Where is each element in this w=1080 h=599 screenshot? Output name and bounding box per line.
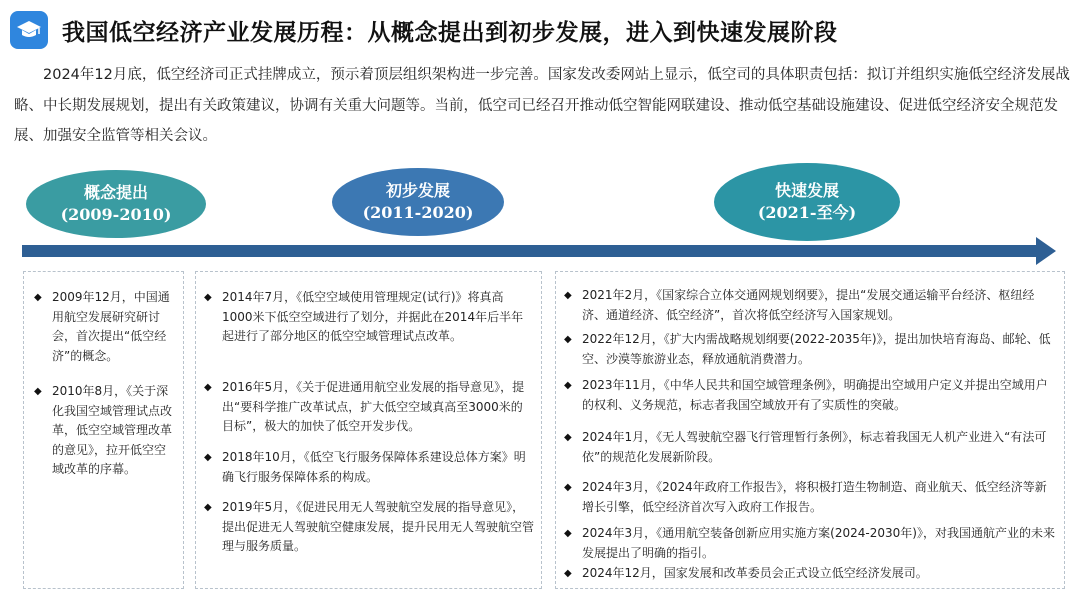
list-item <box>564 428 1058 467</box>
list-item <box>564 286 1058 325</box>
bullet-icon: ◆ <box>564 334 572 345</box>
bullet-icon: ◆ <box>204 292 212 303</box>
list-item-text: 2010年8月，《关于深化我国空域管理试点改革，低空空域管理改革的意见》，拉开低空空域改革的序幕。 <box>52 384 173 476</box>
bullet-icon: ◆ <box>34 386 42 397</box>
bullet-icon: ◆ <box>564 380 572 391</box>
bullet-icon: ◆ <box>564 568 572 579</box>
phase-years: (2011-2020) <box>362 203 474 222</box>
list-item-text: 2019年5月，《促进民用无人驾驶航空发展的指导意见》，提出促进无人驾驶航空健康发展，提升民用无人驾驶航空管理与服务质量。 <box>222 500 535 553</box>
phase-initial-ellipse <box>332 168 504 236</box>
intro-paragraph: 2024年12月底，低空经济司正式挂牌成立，预示着顶层组织架构进一步完善。国家发改委网站上显示，低空司的具体职责包括：拟订并组织实施低空经济发展战略、中长期发展规划，提出有关政策建议，协调有关重大问题等。当前，低空司已经召开推动低空智能网联建设、推动低空基础设施建设、促进低空经济安全规范发展、加强安全监管等相关会议。 <box>14 67 1070 144</box>
graduation-cap-icon <box>10 11 48 49</box>
phase-name: 概念提出 <box>83 183 148 202</box>
phase-years: (2021-至今) <box>757 203 857 222</box>
list-item-text: 2009年12月，中国通用航空发展研究研讨会，首次提出“低空经济”的概念。 <box>52 290 170 363</box>
phase-name: 快速发展 <box>774 181 839 200</box>
list-item <box>34 382 177 480</box>
list-item <box>204 378 534 437</box>
list-item-text: 2024年12月，国家发展和改革委员会正式设立低空经济发展司。 <box>582 566 928 580</box>
bullet-icon: ◆ <box>204 502 212 513</box>
list-item-text: 2024年3月，《通用航空装备创新应用实施方案(2024-2030年)》，对我国通航产业的未来发展提出了明确的指引。 <box>582 526 1055 560</box>
bullet-icon: ◆ <box>204 452 212 463</box>
list-item <box>204 288 534 347</box>
list-item-text: 2014年7月，《低空空域使用管理规定(试行)》将真高1000米下低空空域进行了划分，并据此在2014年后半年起进行了部分地区的低空空域管理试点改革。 <box>222 290 524 343</box>
list-item <box>564 478 1058 517</box>
bullet-icon: ◆ <box>34 292 42 303</box>
timeline-column-concept <box>23 271 184 589</box>
list-item <box>564 376 1058 415</box>
list-item <box>204 448 534 487</box>
bullet-icon: ◆ <box>564 482 572 493</box>
list-item-text: 2024年1月，《无人驾驶航空器飞行管理暂行条例》，标志着我国无人机产业进入“有法可依”的规范化发展新阶段。 <box>582 430 1047 464</box>
phase-name: 初步发展 <box>385 181 450 200</box>
list-item <box>204 498 534 557</box>
timeline-column-rapid <box>555 271 1065 589</box>
bullet-icon: ◆ <box>564 290 572 301</box>
bullet-icon: ◆ <box>204 382 212 393</box>
timeline-arrow <box>22 236 1058 266</box>
timeline-column-initial <box>195 271 542 589</box>
phase-years: (2009-2010) <box>60 205 172 224</box>
list-item-text: 2023年11月，《中华人民共和国空域管理条例》，明确提出空域用户定义并提出空域用户的权利、义务规范，标志者我国空域放开有了实质性的突破。 <box>582 378 1048 412</box>
list-item <box>564 330 1058 369</box>
phase-concept-ellipse <box>26 170 206 238</box>
page-title: 我国低空经济产业发展历程：从概念提出到初步发展，进入到快速发展阶段 <box>62 19 838 46</box>
list-item-text: 2016年5月，《关于促进通用航空业发展的指导意见》，提出“要科学推广改革试点，扩大低空空域真高至3000米的目标”，极大的加快了低空开发步伐。 <box>222 380 525 433</box>
list-item-text: 2022年12月，《扩大内需战略规划纲要(2022-2035年)》，提出加快培育海岛、邮轮、低空、沙漠等旅游业态，释放通航消费潜力。 <box>582 332 1051 366</box>
list-item-text: 2018年10月，《低空飞行服务保障体系建设总体方案》明确飞行服务保障体系的构成。 <box>222 450 526 484</box>
title-row <box>10 10 838 50</box>
list-item <box>34 288 177 366</box>
phase-rapid-ellipse <box>714 163 900 241</box>
list-item-text: 2021年2月，《国家综合立体交通网规划纲要》，提出“发展交通运输平台经济、枢纽经济、通道经济、低空经济”，首次将低空经济写入国家规划。 <box>582 288 1035 322</box>
list-item <box>564 524 1058 563</box>
list-item-text: 2024年3月，《2024年政府工作报告》，将积极打造生物制造、商业航天、低空经济等新增长引擎，低空经济首次写入政府工作报告。 <box>582 480 1047 514</box>
bullet-icon: ◆ <box>564 432 572 443</box>
bullet-icon: ◆ <box>564 528 572 539</box>
list-item <box>564 564 1058 584</box>
